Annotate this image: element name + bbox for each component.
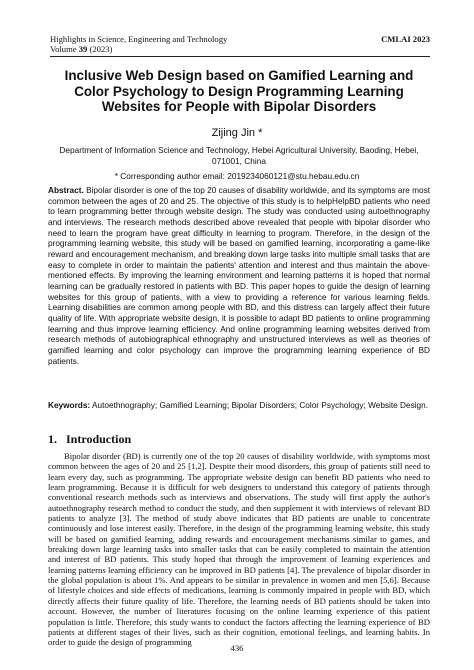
section-number: 1.: [48, 432, 57, 446]
section-heading: [48, 432, 131, 446]
abstract-text: Bipolar disorder is one of the top 20 causes of disability worldwide, and its symptoms are most common between the ages of 20 and 25. The objective of this study is to helpHelpBD patients who need to learn programming better through website design. The study was conducted using autoethnography and interviews. The research methods described above revealed that people with bipolar disorder who need to learn the program have great difficulty in learning to program. Therefore, in the design of the programming learning website, this study will be based on gamified learning, incorporating a game-like reward and encouragement mechanism, and breaking down large tasks into multiple small tasks that are easy to complete in order to maintain the patients' attention and interest and thus maintain the above-mentioned effects. By improving the learning environment and learning patterns it is hoped that normal learning can be gradually restored in patients with BD. This paper hopes to guide the design of learning websites for this group of patients, with a view to providing a reference for various learning fields. Learning disabilities are common among people with BD, and this distress can largely affect their future quality of life. With appropriate website design, it is possible to adapt BD patients to online programming learning and thus improve learning efficiency. And online programming learning websites derived from research methods of autobiographical ethnography and unstructured interviews as well as theories of gamified learning and color psychology can improve the programming learning experience of BD patients.: [48, 186, 430, 366]
paper-title: Inclusive Web Design based on Gamified Learning and Color Psychology to Design Programming Learning Websites for People with Bipolar Disorders: [64, 68, 414, 115]
keywords: [48, 401, 430, 412]
body-paragraph: Bipolar disorder (BD) is currently one of the top 20 causes of disability worldwide, with symptoms most common between the ages of 20 and 25 [1,2]. Despite their mood disorders, this group of patients still need to learn every day, such as programming. The appropriate website design can benefit BD patients who need to learn programming. Because it is difficult for web designers to understand this category of patients through conventional research methods such as interviews and observations. The study will first apply the author's autoethnography research method to conduct the study, and then supplement it with interviews of relevant BD patients to analyze [3]. The method of study above indicates that BD patients are unable to concentrate continuously and lose interest easily. Therefore, in the design of the programming learning website, this study will be based on gamified learning, adding rewards and encouragement mechanisms similar to games, and breaking down large learning tasks into smaller tasks that can be easily completed to maintain the attention and interest of BD patients. This study hoped that through the improvement of learning experiences and learning patterns learning efficiency can be improved in BD patients [4]. The prevalence of bipolar disorder in the global population is about 1%. And appears to be similar in prevalence in women and men [5,6]. Because of lifestyle choices and side effects of medications, learning is commonly impaired in people with BD, which directly affects their future quality of life. Therefore, the learning needs of BD patients should be taken into account. However, the number of literatures focusing on the online learning experience of this patient population is little. Therefore, this study wants to conduct the factors affecting the learning experience of BD patients at different stages of their lives, such as their cognition, emotional feelings, and learning habits. In order to guide the design of programming: [48, 451, 430, 648]
page-number: 436: [230, 643, 244, 653]
keywords-label: Keywords:: [48, 401, 91, 410]
journal-name: Highlights in Science, Engineering and Technology: [50, 34, 228, 44]
conference-name: CMLAI 2023: [381, 34, 430, 44]
corresponding-author-email: * Corresponding author email: 2019234060121@stu.hebau.edu.cn: [114, 171, 360, 181]
author-affiliation: Department of Information Science and Technology, Hebei Agricultural University, Baoding, Hebei, 071001, China: [59, 145, 419, 166]
volume-number: 39: [78, 44, 88, 54]
running-header: [50, 34, 430, 57]
keywords-text: Autoethnography; Gamified Learning; Bipolar Disorders; Color Psychology; Website Design.: [92, 401, 429, 410]
volume-label: Volume: [50, 44, 77, 54]
abstract-label: Abstract.: [48, 186, 84, 195]
volume-year: (2023): [89, 44, 113, 54]
volume-info: [50, 44, 112, 54]
section-title: Introduction: [66, 432, 132, 446]
abstract: [48, 186, 430, 367]
author-name: Zijing Jin *: [211, 127, 263, 139]
